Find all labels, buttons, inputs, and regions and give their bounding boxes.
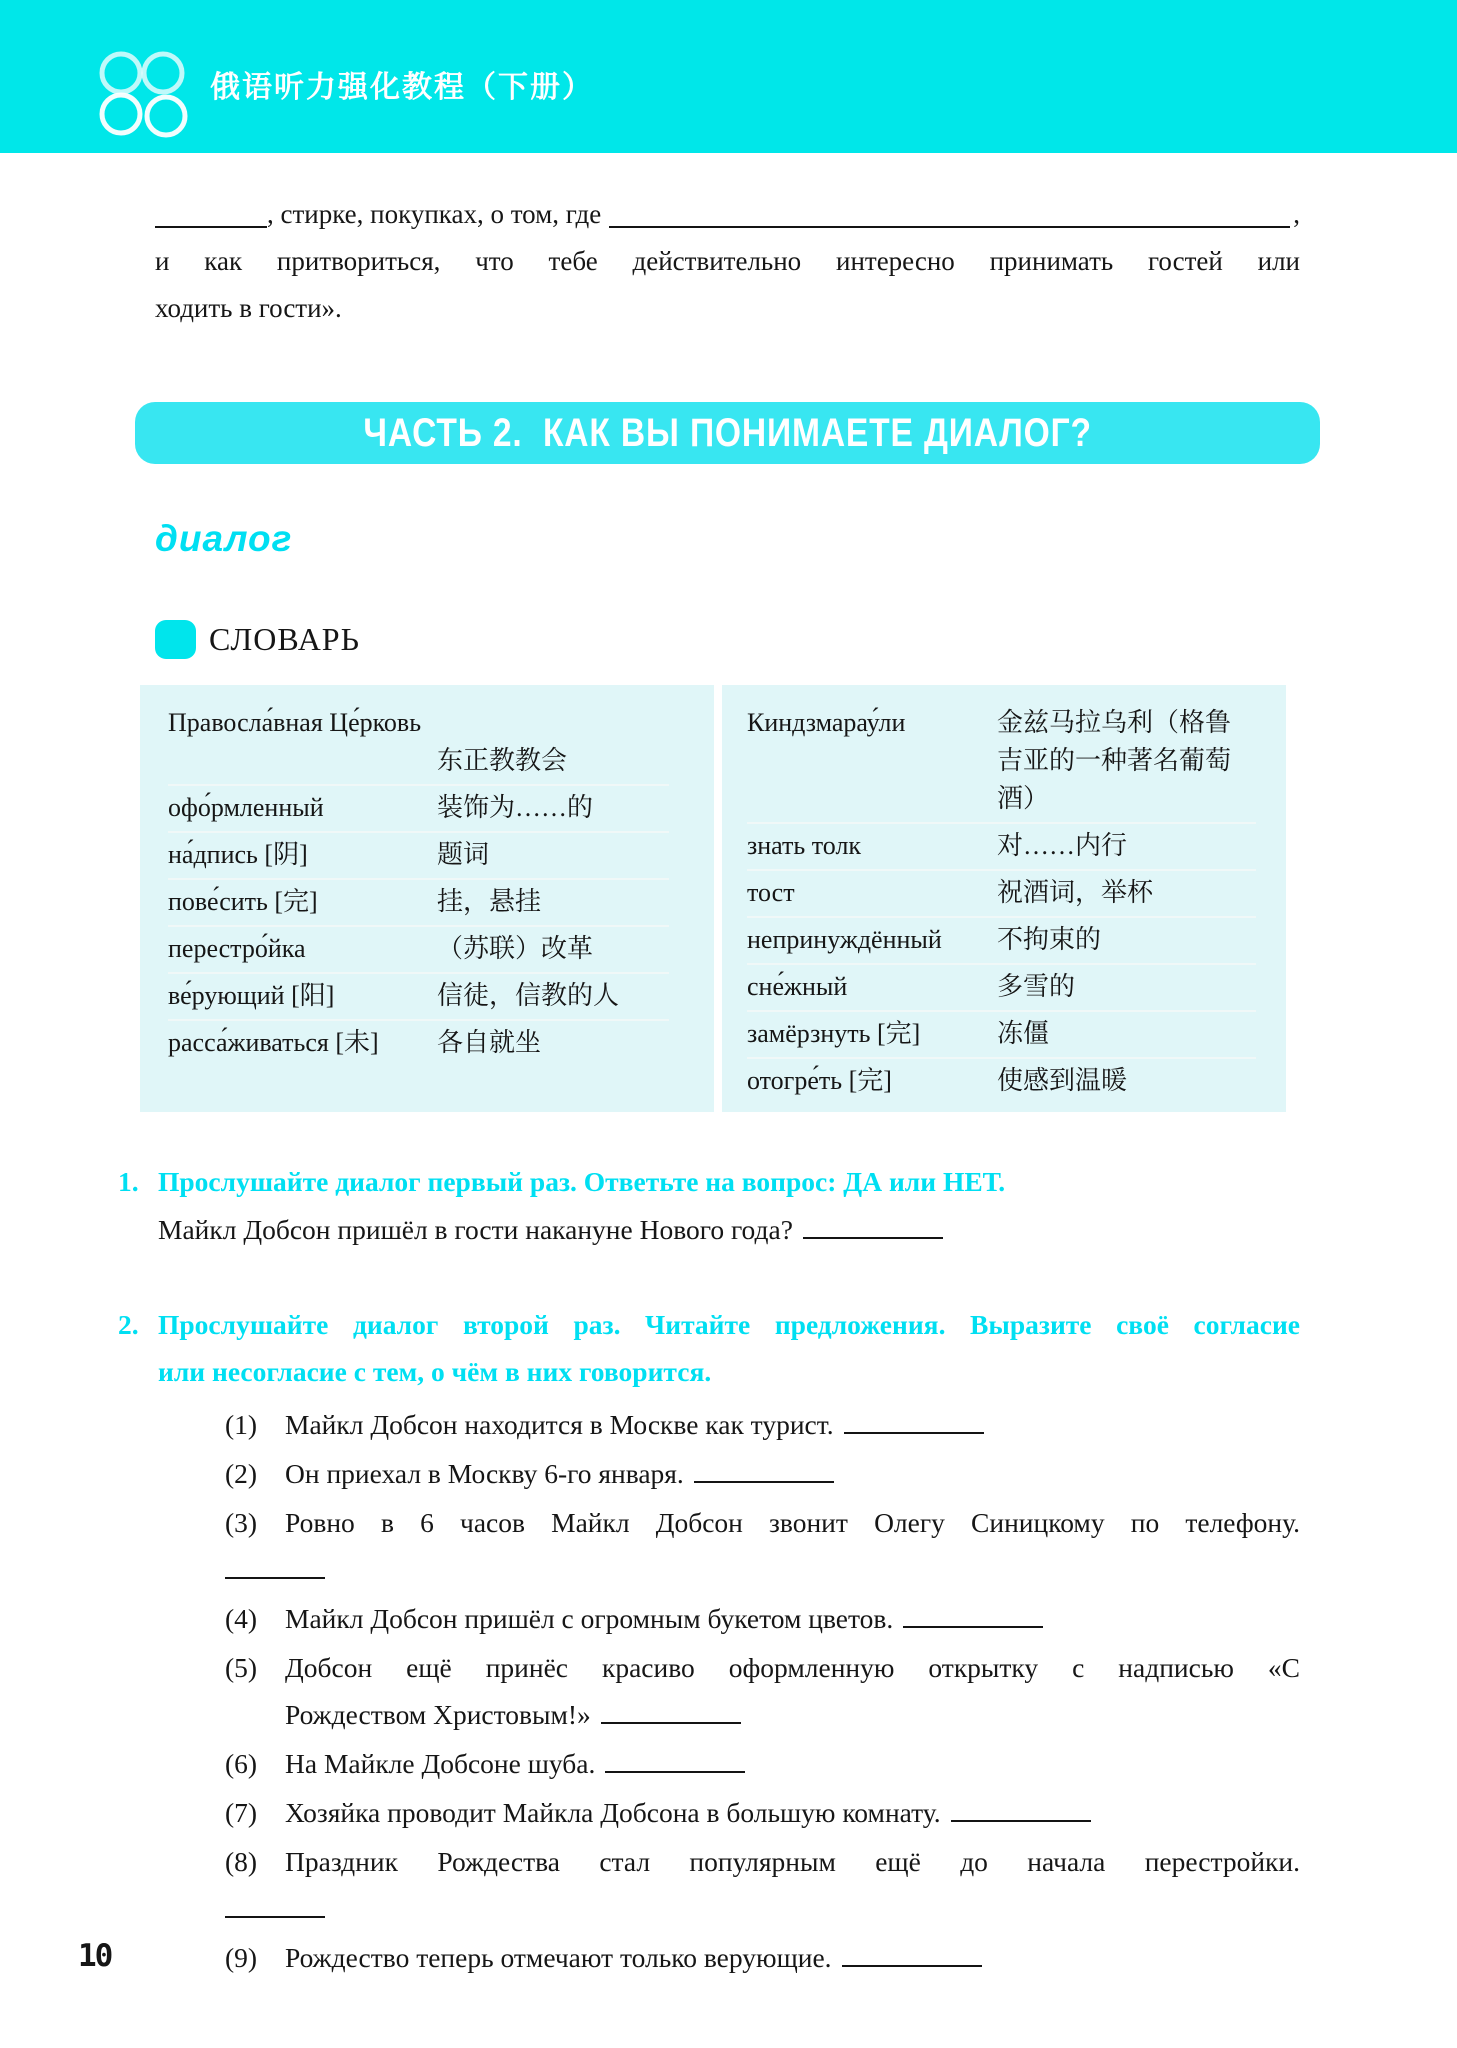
item-text-line (285, 1499, 1300, 1546)
item-text: Майкл Добсон пришёл с огромным букетом цветов. (285, 1603, 894, 1634)
item-number: (3) (225, 1507, 258, 1538)
vocab-row (140, 880, 714, 927)
answer-blank (844, 1430, 984, 1434)
intro-line-2: и как притвориться, что тебе действительно интересно принимать гостей или (155, 246, 1300, 276)
exercise-item (155, 1789, 1300, 1836)
row-divider (168, 831, 669, 833)
intro-paragraph (155, 191, 1300, 332)
vocab-translation-zh: 祝酒词，举杯 (997, 878, 1154, 907)
row-divider (168, 972, 669, 974)
exercise-item (155, 1401, 1300, 1448)
item-text: На Майкле Добсоне шуба. (285, 1748, 596, 1779)
rings-logo-icon (92, 50, 194, 138)
row-divider (168, 1019, 669, 1021)
vocab-row (140, 701, 714, 786)
item-number: (4) (225, 1603, 258, 1634)
vocab-panel-right (722, 685, 1286, 1112)
exercise-2 (118, 1301, 1300, 1981)
vocab-row (722, 918, 1286, 965)
vocab-translation-zh: 挂，悬挂 (437, 887, 542, 916)
item-text: Ровно в 6 часов Майкл Добсон звонит Олегу Синицкому по телефону. (285, 1507, 1300, 1538)
vocab-row (140, 1021, 714, 1062)
vocab-translation-zh: 对……内行 (997, 831, 1128, 860)
item-text: Он приехал в Москву 6-го января. (285, 1458, 684, 1489)
vocab-translation-zh: 各自就坐 (437, 1028, 542, 1057)
row-divider (168, 784, 669, 786)
item-number: (7) (225, 1797, 258, 1828)
answer-blank (842, 1963, 982, 1967)
answer-blank (605, 1769, 745, 1773)
fill-blank (155, 224, 267, 228)
fill-blank (609, 224, 1290, 228)
vocab-term-ru: отогре́ть [完] (747, 1066, 892, 1095)
row-divider (747, 1010, 1256, 1012)
item-text-line (285, 1789, 1300, 1836)
exercise-1-title: Прослушайте диалог первый раз. Ответьте на вопрос: ДА или НЕТ. (158, 1166, 1006, 1197)
exercise-1-question: Майкл Добсон пришёл в гости накануне Нового года? (158, 1206, 943, 1253)
row-divider (747, 1057, 1256, 1059)
vocab-term-ru: на́дпись [阴] (168, 840, 308, 869)
exercise-item (155, 1450, 1300, 1497)
item-text-line (285, 1401, 1300, 1448)
item-text-line (285, 1838, 1300, 1885)
section-bullet-icon (155, 620, 196, 659)
vocab-translation-zh: （苏联）改革 (437, 934, 594, 963)
part2-banner (135, 402, 1320, 464)
item-text-line (285, 1450, 1300, 1497)
part2-banner-title: ЧАСТЬ 2. КАК ВЫ ПОНИМАЕТЕ ДИАЛОГ? (363, 410, 1092, 455)
exercise-item (155, 1740, 1300, 1787)
exercise-item (155, 1934, 1300, 1981)
vocab-term-ru: Киндзмарау́ли (747, 708, 906, 737)
exercise-2-header (118, 1301, 1300, 1395)
item-text: Хозяйка проводит Майкла Добсона в большую комнату. (285, 1797, 941, 1828)
answer-blank (803, 1235, 943, 1239)
exercise-2-title-line1: Прослушайте диалог второй раз. Читайте предложения. Выразите своё согласие (158, 1309, 1300, 1340)
vocab-heading: СЛОВАРЬ (209, 621, 360, 657)
vocab-term-ru: знать толк (747, 831, 862, 860)
vocab-term-ru: ве́рующий [阳] (168, 981, 335, 1010)
exercise-item (155, 1644, 1300, 1738)
exercise-1-header (118, 1158, 1300, 1205)
exercise-item (155, 1595, 1300, 1642)
vocab-translation-zh: 金兹马拉乌利（格鲁吉亚的一种著名葡萄酒） (997, 708, 1232, 813)
item-number: (5) (225, 1652, 258, 1683)
item-text-line (285, 1740, 1300, 1787)
vocab-term-ru: расса́живаться [未] (168, 1028, 379, 1057)
item-text: Рождество теперь отмечают только верующие. (285, 1942, 832, 1973)
vocab-row (722, 701, 1286, 824)
vocab-panel-left (140, 685, 714, 1112)
item-text: Майкл Добсон находится в Москве как турист. (285, 1409, 834, 1440)
page-header-band (0, 0, 1457, 153)
vocab-heading-row (155, 620, 1300, 659)
intro-text-a: , стирке, покупках, о том, где (267, 199, 602, 229)
vocab-row (140, 927, 714, 974)
item-text: Праздник Рождества стал популярным ещё до начала перестройки. (285, 1846, 1300, 1877)
item-number: (6) (225, 1748, 258, 1779)
vocab-translation-zh: 多雪的 (997, 972, 1076, 1001)
exercise-item (155, 1499, 1300, 1593)
row-divider (168, 925, 669, 927)
row-divider (747, 869, 1256, 871)
exercise-2-number: 2. (118, 1309, 139, 1340)
vocab-term-ru: перестро́йка (168, 934, 306, 963)
vocab-row (722, 1012, 1286, 1059)
exercise-2-title-line2: или несогласие с тем, о чём в них говорится. (158, 1356, 712, 1387)
exercise2-items (155, 1401, 1300, 1981)
item-text-line (285, 1644, 1300, 1691)
item-continuation-line (285, 1691, 1300, 1738)
vocab-translation-zh: 不拘束的 (997, 925, 1102, 954)
item-text-line (285, 1595, 1300, 1642)
vocab-row (722, 965, 1286, 1012)
exercise-1 (118, 1158, 1300, 1253)
vocab-translation-zh: 题词 (437, 840, 490, 869)
answer-blank (694, 1479, 834, 1483)
answer-blank (601, 1720, 741, 1724)
intro-line-1 (155, 191, 1300, 238)
item-text2: Рождеством Христовым!» (285, 1699, 591, 1730)
row-divider (747, 822, 1256, 824)
vocab-row (722, 1059, 1286, 1100)
row-divider (168, 878, 669, 880)
page-content (0, 191, 1457, 1981)
vocab-term-ru: тост (747, 878, 795, 907)
vocab-term-ru: непринуждённый (747, 925, 942, 954)
vocab-tables (140, 685, 1300, 1112)
vocab-term-ru: офо́рмленный (168, 793, 324, 822)
item-number: (9) (225, 1942, 258, 1973)
vocab-term-ru: пове́сить [完] (168, 887, 318, 916)
answer-blank (903, 1624, 1043, 1628)
vocab-translation-zh: 信徒，信教的人 (437, 981, 620, 1010)
item-number: (2) (225, 1458, 258, 1489)
vocab-translation-zh: 使感到温暖 (997, 1066, 1128, 1095)
vocab-term-ru: замёрзнуть [完] (747, 1019, 921, 1048)
row-divider (747, 916, 1256, 918)
item-text-line (285, 1934, 1300, 1981)
exercise-2-title (158, 1301, 1300, 1395)
row-divider (747, 963, 1256, 965)
vocab-row (140, 974, 714, 1021)
intro-text-b: , (1293, 199, 1300, 229)
exercise-1-question-row (155, 1206, 1300, 1253)
vocab-translation-zh: 冻僵 (997, 1019, 1050, 1048)
item-text: Добсон ещё принёс красиво оформленную открытку с надписью «С (285, 1652, 1300, 1683)
vocab-term-ru: Правосла́вная Це́рковь (168, 708, 422, 737)
vocab-row (722, 824, 1286, 871)
item-continuation-line (225, 1885, 1300, 1932)
book-title: 俄语听力强化教程（下册） (210, 71, 594, 104)
page-number: 10 (78, 1938, 112, 1974)
dialog-heading: диалог (155, 518, 293, 559)
exercise-1-number: 1. (118, 1166, 139, 1197)
intro-line-3: ходить в гости». (155, 293, 342, 323)
item-continuation-line (225, 1546, 1300, 1593)
vocab-translation-zh: 东正教教会 (437, 746, 568, 775)
item-number: (1) (225, 1409, 258, 1440)
vocab-row (140, 786, 714, 833)
item-number: (8) (225, 1846, 258, 1877)
answer-blank (951, 1818, 1091, 1822)
exercise-item (155, 1838, 1300, 1932)
vocab-term-ru: сне́жный (747, 972, 848, 1001)
vocab-row (722, 871, 1286, 918)
answer-blank (225, 1914, 325, 1918)
vocab-translation-zh: 装饰为……的 (437, 793, 594, 822)
answer-blank (225, 1575, 325, 1579)
vocab-row (140, 833, 714, 880)
